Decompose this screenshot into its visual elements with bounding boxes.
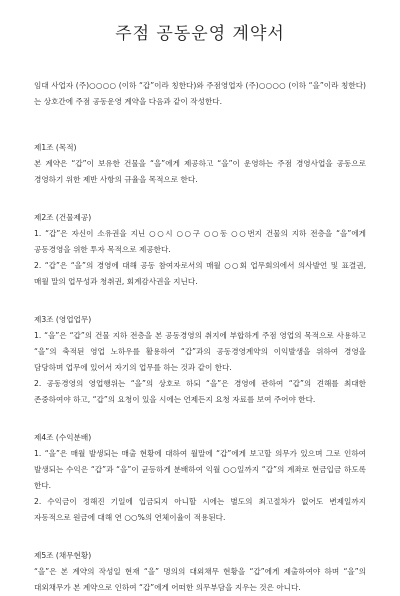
section-heading: 제3조 (영업업무) (34, 315, 92, 324)
section-clause: 본 계약은 “갑”이 보유한 건물을 “을”에게 제공하고 “을”이 운영하는 주점 경영사업을 공동으로 경영하기 위한 제반 사항의 규율을 목적으로 한다. (34, 159, 366, 184)
section-article-1 (34, 140, 366, 188)
section-clause: 1. “갑”은 자신이 소유권을 지닌 ○○시 ○○구 ○○동 ○○번지 건물의 지하 전층을 “을”에게 공동경영을 위한 투자 목적으로 제공한다. (34, 229, 366, 254)
section-article-5 (34, 548, 366, 596)
section-clause: 1. “을”은 매월 발생되는 매출 현황에 대하여 월말에 “갑”에게 보고할 의무가 있으며 그로 인하여 발생되는 수익은 “갑”과 “을”이 균등하게 분배하여 익월 ○○일까지 “갑”의 계좌로 현금입금 하도록 한다. (34, 449, 366, 490)
section-heading: 제1조 (목적) (34, 143, 77, 152)
section-article-4 (34, 430, 366, 526)
section-clause: “을”은 본 계약의 작성일 현재 “을” 명의의 대외채무 현황을 “갑”에게 제출하여야 하며 “을”의 대외채무가 본 계약으로 인하여 “갑”에게 어떠한 의무부담을 지우는 것은 아니다. (34, 567, 366, 592)
section-heading: 제2조 (건물제공) (34, 213, 92, 222)
intro-paragraph: 임대 사업자 (주)○○○○ (이하 “갑”이라 칭한다)와 주점영업자 (주)○○○○ (이하 “을”이라 칭한다)는 상호간에 주점 공동운영 계약을 다음과 같이 작성한다. (34, 81, 366, 106)
section-clause: 2. 공동경영의 영업행위는 “을”의 상호로 하되 “을”은 경영에 관하여 “갑”의 견해를 최대한 존중하여야 하고, “갑”의 요청이 있을 시에는 언제든지 요청 자료를 보여 주어야 한다. (34, 379, 366, 404)
section-heading: 제4조 (수익분배) (34, 433, 92, 442)
section-clause: 1. “을”은 “갑”의 건물 지하 전층을 본 공동경영의 취지에 부합하게 주점 영업의 목적으로 사용하고 “을”의 축적된 영업 노하우를 활용하여 “갑”과의 공동경영계약의 이익발생을 위하여 경영을 담당하며 업무에 있어서 자기의 업무를 하는 것과 같이 한다. (34, 331, 366, 372)
section-clause: 2. “갑”은 “을”의 경영에 대해 공동 참여자로서의 매월 ○○회 업무회의에서 의사발언 및 표결권, 매월 말의 업무성과 청취권, 회계감사권을 지닌다. (34, 261, 366, 286)
section-clause: 2. 수익금이 정해진 기일에 입금되지 아니할 시에는 별도의 최고절차가 없어도 변제일까지 자동적으로 원금에 대해 연 ○○%의 연체이율이 적용된다. (34, 497, 366, 522)
section-article-2 (34, 210, 366, 290)
document-title: 주점 공동운영 계약서 (115, 24, 285, 44)
section-article-3 (34, 312, 366, 408)
section-heading: 제5조 (채무현황) (34, 551, 92, 560)
